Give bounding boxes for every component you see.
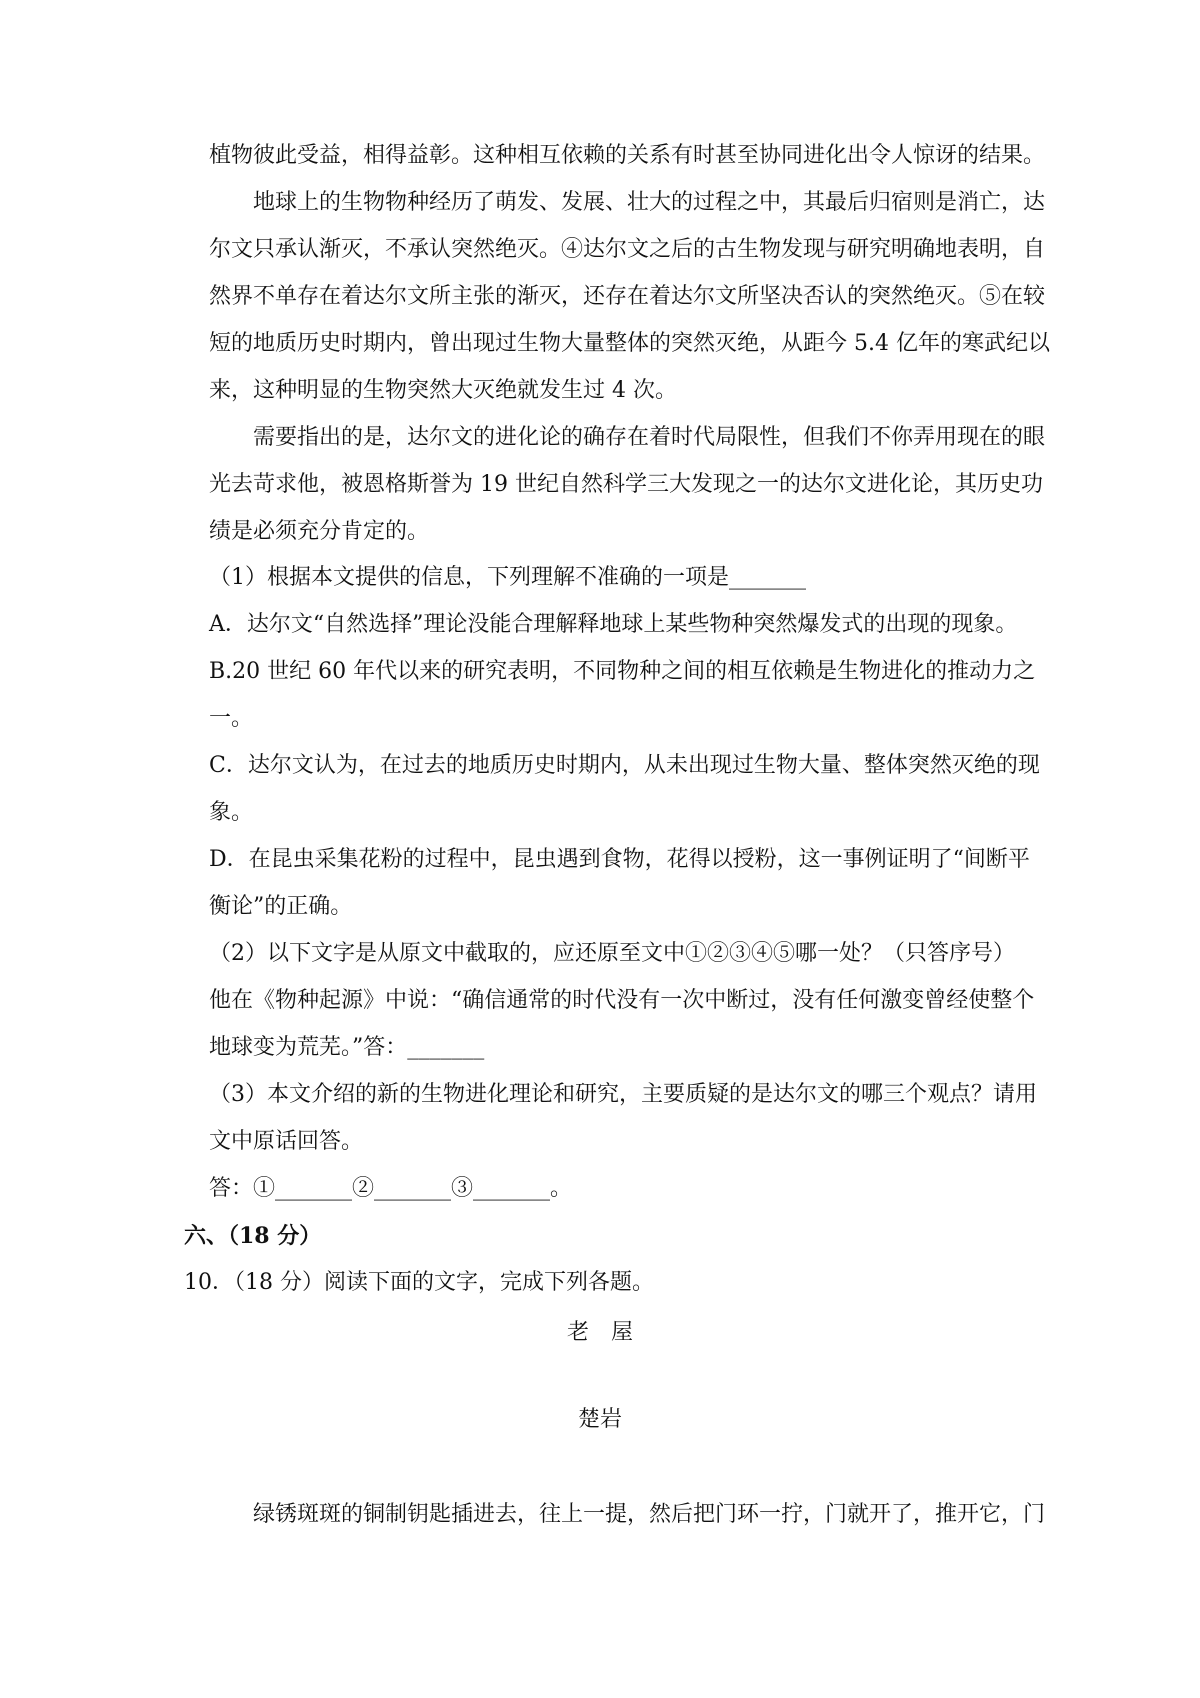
article-author: 楚岩	[577, 1407, 622, 1432]
paragraph-line: 植物彼此受益，相得益彰。这种相互依赖的关系有时甚至协同进化出令人惊讶的结果。	[209, 143, 1046, 168]
question-2: （2）以下文字是从原文中截取的，应还原至文中①②③④⑤哪一处？（只答序号）	[209, 941, 1015, 966]
option-c-cont: 象。	[209, 800, 254, 825]
option-d-cont: 衡论”的正确。	[209, 894, 353, 919]
section-heading: 六、（18 分）	[184, 1223, 322, 1249]
paragraph-line: 尔文只承认渐灭，不承认突然绝灭。④达尔文之后的古生物发现与研究明确地表明，自	[209, 237, 1046, 262]
option-a: A．达尔文“自然选择”理论没能合理解释地球上某些物种突然爆发式的出现的现象。	[209, 612, 1018, 637]
article-paragraph-line: 绿锈斑斑的铜制钥匙插进去，往上一提，然后把门环一拧，门就开了，推开它，门	[253, 1502, 1046, 1527]
question-3-cont: 文中原话回答。	[209, 1129, 364, 1154]
article-title: 老 屋	[566, 1320, 633, 1345]
question-1: （1）根据本文提供的信息，下列理解不准确的一项是_______	[209, 565, 806, 590]
answer-line: 答：①_______②_______③_______。	[209, 1176, 573, 1201]
option-c: C．达尔文认为，在过去的地质历史时期内，从未出现过生物大量、整体突然灭绝的现	[209, 753, 1040, 778]
paragraph-line: 需要指出的是，达尔文的进化论的确存在着时代局限性，但我们不你弄用现在的眼	[253, 425, 1046, 450]
paragraph-line: 然界不单存在着达尔文所主张的渐灭，还存在着达尔文所坚决否认的突然绝灭。⑤在较	[209, 284, 1046, 309]
paragraph-line: 光去苛求他，被恩格斯誉为 19 世纪自然科学三大发现之一的达尔文进化论，其历史功	[209, 472, 1043, 497]
paragraph-line: 绩是必须充分肯定的。	[209, 519, 430, 544]
paragraph-line: 来，这种明显的生物突然大灭绝就发生过 4 次。	[209, 378, 677, 403]
quote-line: 他在《物种起源》中说：“确信通常的时代没有一次中断过，没有任何激变曾经使整个	[209, 988, 1035, 1013]
question-10: 10．（18 分）阅读下面的文字，完成下列各题。	[184, 1270, 654, 1295]
question-3: （3）本文介绍的新的生物进化理论和研究，主要质疑的是达尔文的哪三个观点？请用	[209, 1082, 1037, 1107]
paragraph-line: 短的地质历史时期内，曾出现过生物大量整体的突然灭绝，从距今 5.4 亿年的寒武纪以	[209, 331, 1050, 356]
option-b: B.20 世纪 60 年代以来的研究表明，不同物种之间的相互依赖是生物进化的推动力之	[209, 659, 1036, 684]
answer-line: 地球变为荒芜。”答：_______	[209, 1035, 485, 1060]
paragraph-line: 地球上的生物物种经历了萌发、发展、壮大的过程之中，其最后归宿则是消亡，达	[253, 190, 1046, 215]
option-d: D．在昆虫采集花粉的过程中，昆虫遇到食物，花得以授粉，这一事例证明了“间断平	[209, 847, 1030, 872]
option-b-cont: 一。	[209, 706, 254, 731]
